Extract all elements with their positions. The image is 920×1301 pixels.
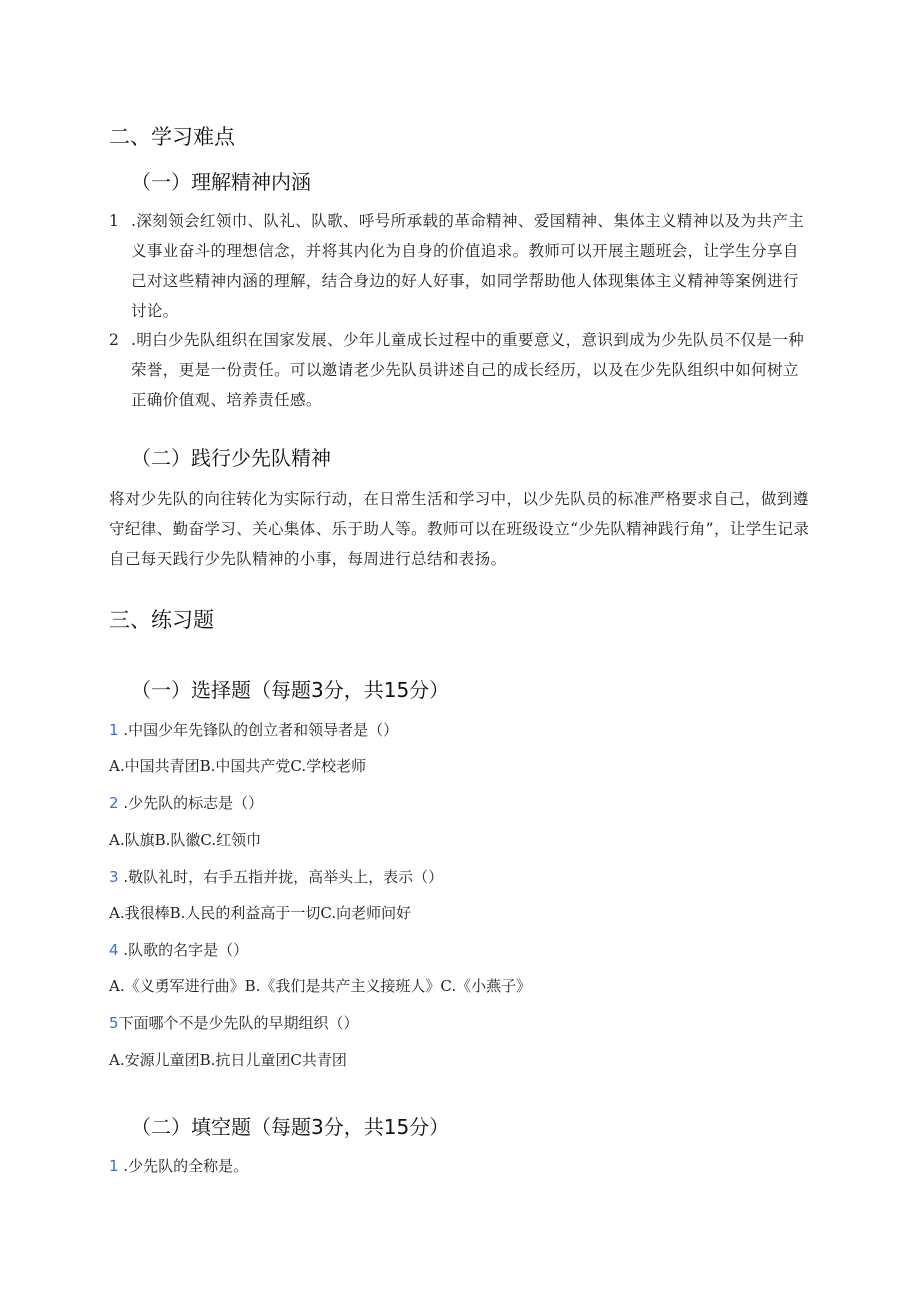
question-options: A.《义勇军进行曲》B.《我们是共产主义接班人》C.《小燕子》 [109, 977, 532, 995]
question [109, 939, 248, 961]
question-number: 1 [109, 721, 119, 739]
item-text: .深刻领会红领巾、队礼、队歌、呼号所承载的革命精神、爱国精神、集体主义精神以及为共产主义事业奋斗的理想信念，并将其内化为自身的价值追求。教师可以开展主题班会，让学生分享自己对这些精神内涵的理解，结合身边的好人好事，如同学帮助他人体现集体主义精神等案例进行讨论。 [131, 212, 805, 320]
item-text: .明白少先队组织在国家发展、少年儿童成长过程中的重要意义，意识到成为少先队员不仅是一种荣誉，更是一份责任。可以邀请老少先队员讲述自己的成长经历，以及在少先队组织中如何树立正确价值观、培养责任感。 [131, 331, 805, 409]
question [109, 792, 263, 814]
question [109, 719, 398, 741]
choice-section-title: （一）选择题（每题3分，共15分） [131, 678, 450, 702]
question-options: A.队旗B.队徽C.红领巾 [109, 831, 262, 849]
item-number: 1 [109, 212, 120, 230]
question-text: 下面哪个不是少先队的早期组织（） [118, 1014, 359, 1032]
question-number: 4 [109, 941, 119, 959]
question-options: A.安源儿童团B.抗日儿童团C共青团 [109, 1051, 347, 1069]
question-options: A.中国共青团B.中国共产党C.学校老师 [109, 757, 367, 775]
question-text: .少先队的标志是（） [123, 794, 264, 812]
question-number: 3 [109, 868, 119, 886]
question-options: A.我很棒B.人民的利益高于一切C.向老师问好 [109, 904, 412, 922]
question-number: 2 [109, 794, 119, 812]
question [109, 1155, 248, 1177]
question [109, 866, 443, 888]
question-text: .敬队礼时，右手五指并拢，高举头上，表示（） [123, 868, 444, 886]
question-text: .中国少年先锋队的创立者和领导者是（） [123, 721, 399, 739]
section-3-title: 三、练习题 [109, 608, 214, 632]
question-text: .队歌的名字是（） [123, 941, 249, 959]
section-2-title: 二、学习难点 [109, 125, 235, 149]
list-item [109, 206, 809, 326]
question [109, 1012, 359, 1034]
item-number: 2 [109, 331, 120, 349]
list-item [109, 325, 809, 415]
subsection-understand-title: （一）理解精神内涵 [131, 170, 311, 194]
fill-section-title: （二）填空题（每题3分，共15分） [131, 1115, 450, 1139]
practice-paragraph: 将对少先队的向往转化为实际行动，在日常生活和学习中，以少先队员的标准严格要求自己，做到遵守纪律、勤奋学习、关心集体、乐于助人等。教师可以在班级设立“少先队精神践行角”，让学生记录自己每天践行少先队精神的小事，每周进行总结和表扬。 [109, 490, 810, 568]
subsection-practice-title: （二）践行少先队精神 [131, 446, 331, 470]
question-number: 5 [109, 1014, 119, 1032]
question-number: 1 [109, 1157, 119, 1175]
question-text: .少先队的全称是。 [123, 1157, 249, 1175]
